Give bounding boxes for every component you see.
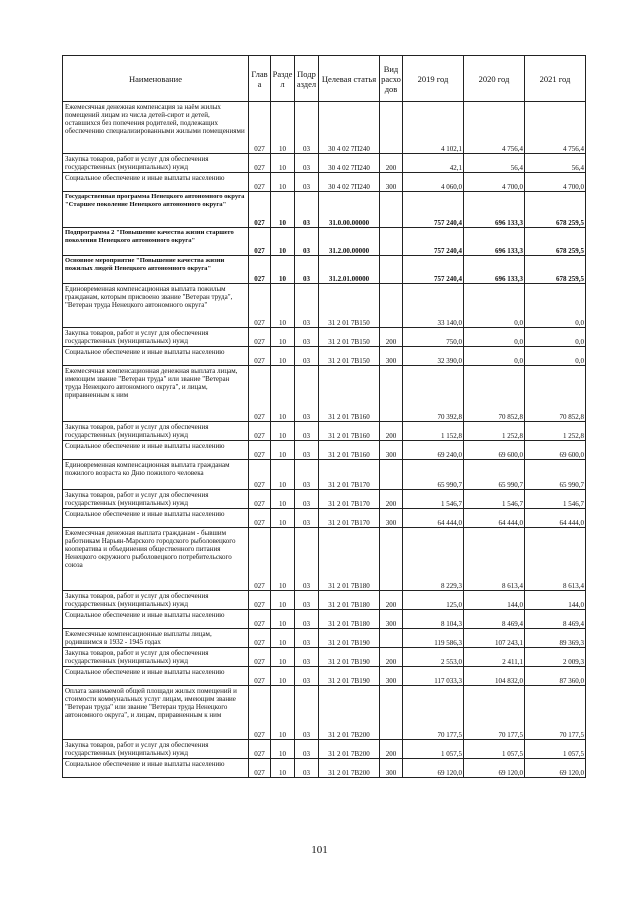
cell-name: Ежемесячная компенсационная денежная выплата лицам, имеющим звание "Ветеран труда" или звание "Ветеран труда Ненецкого автономного округа", и лицам, приравненным к ним (63, 366, 249, 422)
table-row (63, 228, 586, 256)
cell-article: 31 2 01 7В200 (319, 740, 380, 759)
table-row (63, 441, 586, 460)
cell-y2021: 1 546,7 (525, 490, 586, 509)
cell-vid: 200 (380, 154, 403, 173)
cell-name: Социальное обеспечение и иные выплаты населению (63, 610, 249, 629)
header-vid: Вид расхо дов (380, 56, 403, 102)
cell-razdel: 10 (271, 686, 295, 740)
cell-podrazdel: 03 (295, 610, 319, 629)
cell-article: 30 4 02 7П240 (319, 154, 380, 173)
cell-y2020: 56,4 (464, 154, 525, 173)
cell-vid: 200 (380, 422, 403, 441)
cell-podrazdel: 03 (295, 192, 319, 228)
header-2021: 2021 год (525, 56, 586, 102)
cell-article: 31.0.00.00000 (319, 192, 380, 228)
cell-vid (380, 629, 403, 648)
cell-glava: 027 (249, 686, 271, 740)
cell-y2020: 144,0 (464, 591, 525, 610)
cell-article: 31 2 01 7В170 (319, 460, 380, 490)
cell-y2020: 2 411,1 (464, 648, 525, 667)
cell-y2020: 8 613,4 (464, 528, 525, 591)
cell-vid: 300 (380, 509, 403, 528)
cell-glava: 027 (249, 629, 271, 648)
cell-podrazdel: 03 (295, 328, 319, 347)
cell-y2019: 757 240,4 (403, 256, 464, 284)
cell-y2019: 2 553,0 (403, 648, 464, 667)
header-razdel: Разде л (271, 56, 295, 102)
header-2020: 2020 год (464, 56, 525, 102)
cell-article: 31 2 01 7В190 (319, 629, 380, 648)
cell-article: 31 2 01 7В180 (319, 591, 380, 610)
cell-razdel: 10 (271, 740, 295, 759)
cell-name: Социальное обеспечение и иные выплаты населению (63, 441, 249, 460)
cell-y2020: 70 852,8 (464, 366, 525, 422)
cell-y2021: 87 360,0 (525, 667, 586, 686)
cell-y2019: 4 102,1 (403, 102, 464, 154)
page-number: 101 (311, 844, 328, 856)
cell-podrazdel: 03 (295, 490, 319, 509)
cell-glava: 027 (249, 460, 271, 490)
cell-vid: 300 (380, 173, 403, 192)
cell-glava: 027 (249, 528, 271, 591)
cell-y2019: 1 057,5 (403, 740, 464, 759)
cell-y2020: 696 133,3 (464, 256, 525, 284)
cell-article: 31 2 01 7В160 (319, 422, 380, 441)
cell-name: Закупка товаров, работ и услуг для обеспечения государственных (муниципальных) нужд (63, 740, 249, 759)
cell-article: 31 2 01 7В200 (319, 686, 380, 740)
cell-name: Закупка товаров, работ и услуг для обеспечения государственных (муниципальных) нужд (63, 648, 249, 667)
table-row (63, 347, 586, 366)
cell-article: 31 2 01 7В160 (319, 366, 380, 422)
cell-name: Закупка товаров, работ и услуг для обеспечения государственных (муниципальных) нужд (63, 422, 249, 441)
cell-razdel: 10 (271, 173, 295, 192)
cell-y2021: 0,0 (525, 347, 586, 366)
cell-podrazdel: 03 (295, 256, 319, 284)
cell-article: 31 2 01 7В170 (319, 509, 380, 528)
table-row (63, 629, 586, 648)
table-header-row (63, 56, 586, 102)
header-glava: Глав а (249, 56, 271, 102)
cell-glava: 027 (249, 347, 271, 366)
cell-article: 31 2 01 7В150 (319, 284, 380, 328)
cell-y2020: 696 133,3 (464, 228, 525, 256)
cell-podrazdel: 03 (295, 591, 319, 610)
cell-podrazdel: 03 (295, 528, 319, 591)
cell-y2020: 1 546,7 (464, 490, 525, 509)
cell-y2021: 64 444,0 (525, 509, 586, 528)
cell-razdel: 10 (271, 610, 295, 629)
cell-name: Социальное обеспечение и иные выплаты населению (63, 509, 249, 528)
cell-vid (380, 366, 403, 422)
cell-y2019: 65 990,7 (403, 460, 464, 490)
cell-vid (380, 228, 403, 256)
cell-y2021: 70 852,8 (525, 366, 586, 422)
cell-glava: 027 (249, 173, 271, 192)
cell-glava: 027 (249, 759, 271, 778)
cell-razdel: 10 (271, 284, 295, 328)
cell-razdel: 10 (271, 102, 295, 154)
table-row (63, 610, 586, 629)
table-row (63, 667, 586, 686)
table-row (63, 256, 586, 284)
cell-y2020: 64 444,0 (464, 509, 525, 528)
table-row (63, 366, 586, 422)
cell-article: 30 4 02 7П240 (319, 102, 380, 154)
cell-name: Основное мероприятие "Повышение качества жизни пожилых людей Ненецкого автономного округа" (63, 256, 249, 284)
cell-y2020: 1 252,8 (464, 422, 525, 441)
cell-podrazdel: 03 (295, 422, 319, 441)
cell-y2021: 8 469,4 (525, 610, 586, 629)
cell-y2021: 4 700,0 (525, 173, 586, 192)
cell-vid (380, 460, 403, 490)
cell-article: 31 2 01 7В170 (319, 490, 380, 509)
cell-y2019: 119 586,3 (403, 629, 464, 648)
header-podrazdel: Подр аздел (295, 56, 319, 102)
table-row (63, 759, 586, 778)
cell-y2021: 69 600,0 (525, 441, 586, 460)
cell-y2021: 70 177,5 (525, 686, 586, 740)
cell-y2020: 69 600,0 (464, 441, 525, 460)
cell-vid (380, 528, 403, 591)
table-row (63, 591, 586, 610)
cell-podrazdel: 03 (295, 629, 319, 648)
cell-y2021: 65 990,7 (525, 460, 586, 490)
cell-glava: 027 (249, 422, 271, 441)
cell-razdel: 10 (271, 256, 295, 284)
table-row (63, 686, 586, 740)
header-2019: 2019 год (403, 56, 464, 102)
cell-podrazdel: 03 (295, 154, 319, 173)
cell-y2020: 0,0 (464, 347, 525, 366)
cell-y2021: 678 259,5 (525, 256, 586, 284)
cell-glava: 027 (249, 509, 271, 528)
cell-y2019: 33 140,0 (403, 284, 464, 328)
cell-y2019: 8 104,3 (403, 610, 464, 629)
cell-glava: 027 (249, 441, 271, 460)
cell-y2019: 64 444,0 (403, 509, 464, 528)
cell-vid: 300 (380, 667, 403, 686)
cell-razdel: 10 (271, 192, 295, 228)
cell-name: Социальное обеспечение и иные выплаты населению (63, 667, 249, 686)
cell-y2021: 678 259,5 (525, 228, 586, 256)
cell-glava: 027 (249, 366, 271, 422)
cell-y2021: 2 009,3 (525, 648, 586, 667)
cell-y2021: 4 756,4 (525, 102, 586, 154)
cell-y2021: 144,0 (525, 591, 586, 610)
cell-name: Ежемесячные компенсационные выплаты лицам, родившимся в 1932 - 1945 годах (63, 629, 249, 648)
cell-article: 31 2 01 7В200 (319, 759, 380, 778)
cell-y2019: 1 546,7 (403, 490, 464, 509)
cell-glava: 027 (249, 328, 271, 347)
cell-y2021: 0,0 (525, 284, 586, 328)
table-row (63, 490, 586, 509)
cell-podrazdel: 03 (295, 441, 319, 460)
cell-razdel: 10 (271, 228, 295, 256)
cell-glava: 027 (249, 192, 271, 228)
cell-name: Оплата занимаемой общей площади жилых помещений и стоимости коммунальных услуг лицам, имеющим звание "Ветеран труда" или звание "Ветеран труда Ненецкого автономного округа", и лицам, приравненным к ним (63, 686, 249, 740)
cell-y2021: 56,4 (525, 154, 586, 173)
table-row (63, 284, 586, 328)
cell-razdel: 10 (271, 490, 295, 509)
cell-y2019: 42,1 (403, 154, 464, 173)
cell-y2021: 89 369,3 (525, 629, 586, 648)
cell-razdel: 10 (271, 328, 295, 347)
cell-name: Ежемесячная денежная выплата гражданам - бывшим работникам Нарьян-Марского городского рыболовецкого кооператива и объединения общественного питания Ненецкого окружного рыболовецкого потребительского союза (63, 528, 249, 591)
cell-y2021: 1 252,8 (525, 422, 586, 441)
cell-name: Закупка товаров, работ и услуг для обеспечения государственных (муниципальных) нужд (63, 328, 249, 347)
cell-article: 31 2 01 7В150 (319, 347, 380, 366)
cell-article: 31 2 01 7В190 (319, 667, 380, 686)
header-name: Наименование (63, 56, 249, 102)
cell-podrazdel: 03 (295, 284, 319, 328)
cell-glava: 027 (249, 256, 271, 284)
cell-vid (380, 256, 403, 284)
cell-glava: 027 (249, 610, 271, 629)
cell-article: 31 2 01 7В180 (319, 528, 380, 591)
cell-glava: 027 (249, 102, 271, 154)
cell-y2021: 8 613,4 (525, 528, 586, 591)
cell-y2019: 8 229,3 (403, 528, 464, 591)
table-row (63, 328, 586, 347)
cell-y2020: 0,0 (464, 284, 525, 328)
cell-y2019: 117 033,3 (403, 667, 464, 686)
cell-razdel: 10 (271, 366, 295, 422)
cell-article: 31 2 01 7В180 (319, 610, 380, 629)
cell-name: Социальное обеспечение и иные выплаты населению (63, 173, 249, 192)
cell-article: 31 2 01 7В160 (319, 441, 380, 460)
cell-razdel: 10 (271, 667, 295, 686)
cell-y2019: 1 152,8 (403, 422, 464, 441)
cell-razdel: 10 (271, 591, 295, 610)
cell-vid (380, 284, 403, 328)
table-row (63, 648, 586, 667)
cell-article: 31.2.00.00000 (319, 228, 380, 256)
cell-y2019: 750,0 (403, 328, 464, 347)
cell-glava: 027 (249, 591, 271, 610)
cell-podrazdel: 03 (295, 509, 319, 528)
cell-vid: 200 (380, 328, 403, 347)
table-row (63, 740, 586, 759)
cell-y2019: 757 240,4 (403, 228, 464, 256)
cell-y2020: 4 756,4 (464, 102, 525, 154)
cell-podrazdel: 03 (295, 366, 319, 422)
cell-glava: 027 (249, 228, 271, 256)
cell-y2020: 4 700,0 (464, 173, 525, 192)
cell-y2019: 4 060,0 (403, 173, 464, 192)
cell-vid (380, 686, 403, 740)
cell-razdel: 10 (271, 759, 295, 778)
table-row (63, 192, 586, 228)
cell-razdel: 10 (271, 154, 295, 173)
cell-y2020: 104 832,0 (464, 667, 525, 686)
cell-podrazdel: 03 (295, 173, 319, 192)
cell-name: Закупка товаров, работ и услуг для обеспечения государственных (муниципальных) нужд (63, 154, 249, 173)
cell-razdel: 10 (271, 347, 295, 366)
cell-vid: 200 (380, 490, 403, 509)
cell-y2020: 69 120,0 (464, 759, 525, 778)
cell-y2021: 0,0 (525, 328, 586, 347)
cell-vid: 200 (380, 591, 403, 610)
cell-y2019: 757 240,4 (403, 192, 464, 228)
cell-article: 31 2 01 7В150 (319, 328, 380, 347)
cell-vid: 200 (380, 648, 403, 667)
cell-razdel: 10 (271, 460, 295, 490)
table-row (63, 460, 586, 490)
cell-vid: 300 (380, 347, 403, 366)
cell-name: Социальное обеспечение и иные выплаты населению (63, 759, 249, 778)
table-row (63, 509, 586, 528)
cell-glava: 027 (249, 154, 271, 173)
cell-vid: 300 (380, 441, 403, 460)
header-article: Целевая статья (319, 56, 380, 102)
cell-name: Закупка товаров, работ и услуг для обеспечения государственных (муниципальных) нужд (63, 591, 249, 610)
cell-glava: 027 (249, 740, 271, 759)
cell-name: Единовременная компенсационная выплата пожилым гражданам, которым присвоено звание "Ветеран труда", "Ветеран труда Ненецкого автономного округа" (63, 284, 249, 328)
cell-podrazdel: 03 (295, 102, 319, 154)
cell-razdel: 10 (271, 422, 295, 441)
cell-podrazdel: 03 (295, 460, 319, 490)
budget-table (62, 55, 586, 778)
cell-podrazdel: 03 (295, 648, 319, 667)
cell-name: Государственная программа Ненецкого автономного округа "Старшее поколение Ненецкого автономного округа" (63, 192, 249, 228)
cell-y2019: 32 390,0 (403, 347, 464, 366)
cell-y2021: 678 259,5 (525, 192, 586, 228)
cell-podrazdel: 03 (295, 740, 319, 759)
cell-vid (380, 192, 403, 228)
cell-podrazdel: 03 (295, 686, 319, 740)
cell-y2020: 1 057,5 (464, 740, 525, 759)
cell-name: Закупка товаров, работ и услуг для обеспечения государственных (муниципальных) нужд (63, 490, 249, 509)
table-row (63, 102, 586, 154)
table-row (63, 528, 586, 591)
table-row (63, 173, 586, 192)
cell-name: Ежемесячная денежная компенсация за наём жилых помещений лицам из числа детей-сирот и детей, оставшихся без попечения родителей, подлежащих обеспечению специализированными жилыми помещениями (63, 102, 249, 154)
cell-y2020: 8 469,4 (464, 610, 525, 629)
cell-glava: 027 (249, 648, 271, 667)
cell-vid: 300 (380, 610, 403, 629)
cell-podrazdel: 03 (295, 228, 319, 256)
cell-glava: 027 (249, 490, 271, 509)
cell-y2020: 65 990,7 (464, 460, 525, 490)
cell-y2019: 70 392,8 (403, 366, 464, 422)
cell-glava: 027 (249, 667, 271, 686)
cell-podrazdel: 03 (295, 759, 319, 778)
cell-vid: 300 (380, 759, 403, 778)
cell-name: Социальное обеспечение и иные выплаты населению (63, 347, 249, 366)
cell-glava: 027 (249, 284, 271, 328)
table-row (63, 154, 586, 173)
cell-razdel: 10 (271, 629, 295, 648)
cell-article: 31.2.01.00000 (319, 256, 380, 284)
cell-podrazdel: 03 (295, 667, 319, 686)
cell-razdel: 10 (271, 509, 295, 528)
cell-razdel: 10 (271, 441, 295, 460)
cell-y2019: 69 120,0 (403, 759, 464, 778)
table-row (63, 422, 586, 441)
cell-vid (380, 102, 403, 154)
cell-name: Подпрограмма 2 "Повышение качества жизни старшего поколения Ненецкого автономного округа" (63, 228, 249, 256)
cell-vid: 200 (380, 740, 403, 759)
cell-y2021: 1 057,5 (525, 740, 586, 759)
cell-name: Единовременная компенсационная выплата гражданам пожилого возраста ко Дню пожилого человека (63, 460, 249, 490)
cell-y2019: 69 240,0 (403, 441, 464, 460)
cell-razdel: 10 (271, 648, 295, 667)
cell-y2021: 69 120,0 (525, 759, 586, 778)
cell-y2019: 70 177,5 (403, 686, 464, 740)
cell-article: 31 2 01 7В190 (319, 648, 380, 667)
cell-y2020: 70 177,5 (464, 686, 525, 740)
cell-y2020: 0,0 (464, 328, 525, 347)
cell-article: 30 4 02 7П240 (319, 173, 380, 192)
cell-y2020: 107 243,1 (464, 629, 525, 648)
cell-y2019: 125,0 (403, 591, 464, 610)
cell-podrazdel: 03 (295, 347, 319, 366)
cell-razdel: 10 (271, 528, 295, 591)
cell-y2020: 696 133,3 (464, 192, 525, 228)
